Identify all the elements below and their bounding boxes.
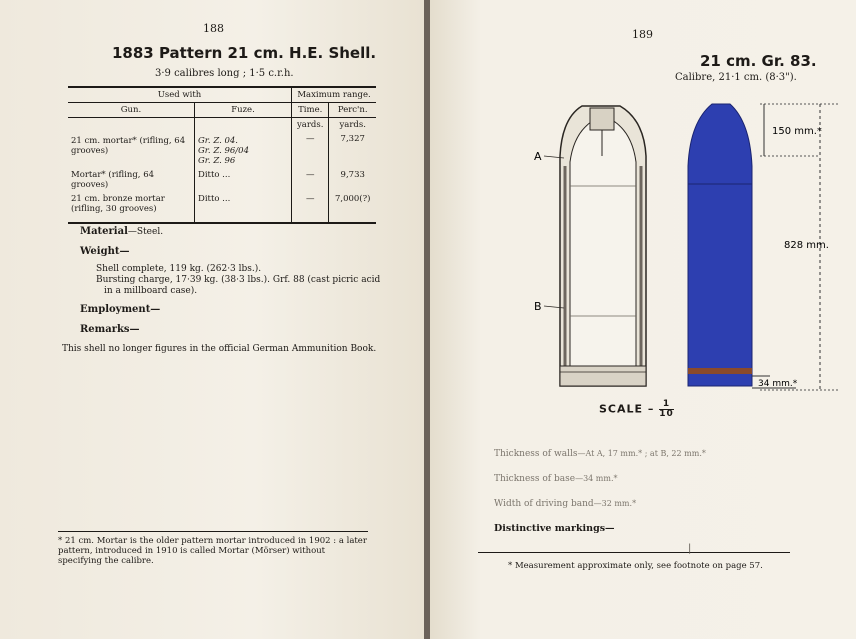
band-value: —32 mm.* [593, 499, 637, 508]
scale-denominator: 10 [659, 409, 674, 419]
material-label: Material [80, 226, 128, 237]
exterior-shell [688, 104, 752, 386]
page-subtitle: 3·9 calibres long ; 1·5 c.r.h. [155, 68, 294, 79]
label-b: B [534, 300, 542, 313]
right-page [430, 0, 856, 639]
weight-line: in a millboard case). [104, 286, 198, 296]
page-title: 21 cm. Gr. 83. [700, 52, 817, 70]
cell-gun: 21 cm. mortar* (rifling, 64 grooves) [71, 136, 186, 156]
remarks-label: Remarks— [80, 324, 140, 335]
units-label: yards. [339, 120, 366, 130]
cell-gun: Mortar* (rifling, 64 grooves) [71, 170, 155, 190]
band-line [494, 498, 636, 510]
time-value: — [305, 134, 315, 144]
scale-fraction [659, 400, 674, 419]
page-number: 188 [203, 22, 224, 35]
page-title: 1883 Pattern 21 cm. H.E. Shell. [112, 44, 377, 62]
employment-label: Employment— [80, 304, 161, 315]
scale-label: SCALE – $\frac{1}{10}$ [599, 399, 674, 419]
base-line [494, 473, 618, 485]
fuze-line: Gr. Z. 04. [198, 136, 239, 146]
scale-text: SCALE [599, 402, 644, 416]
cell-percn: 9,733 [329, 168, 376, 192]
footnote-text: Measurement approximate only, see footnote on page 57. [514, 561, 763, 571]
cell-time: — [292, 192, 329, 223]
dim-nose-label: 150 mm.* [772, 126, 822, 137]
dim-band-label: 34 mm.* [758, 379, 798, 389]
units-label: yards. [296, 120, 324, 130]
header-fuze: Fuze. [195, 103, 292, 118]
walls-value: —At A, 17 mm.* ; at B, 22 mm.* [577, 449, 706, 458]
footnote-star: * [508, 561, 513, 571]
base-label: Thickness of base [494, 474, 576, 484]
gun-table [68, 86, 376, 224]
cell-fuze: Ditto ... [195, 168, 292, 192]
label-a: A [534, 150, 542, 163]
footnote [508, 561, 763, 571]
band-label: Width of driving band [494, 499, 594, 509]
sectional-shell [560, 106, 646, 386]
weight-line: Shell complete, 119 kg. (262·3 lbs.). [96, 264, 262, 274]
header-used-with: Used with [68, 87, 292, 103]
footnote-rule [58, 531, 368, 532]
base-value: —34 mm.* [575, 474, 618, 483]
cell-fuze [195, 118, 292, 169]
page-number: 189 [632, 28, 653, 41]
weight-line: Bursting charge, 17·39 kg. (38·3 lbs.). Grf. 88 (cast picric acid [96, 275, 381, 285]
page-tick-mark: | [688, 543, 692, 554]
footnote: * 21 cm. Mortar is the older pattern mortar introduced in 1902 : a later pattern, introduced in 1910 is called Mortar (Mörser) without specifying the calibre. [58, 536, 367, 566]
weight-label: Weight— [80, 246, 130, 257]
dim-length-label: 828 mm. [784, 240, 829, 251]
page-subtitle: Calibre, 21·1 cm. (8·3"). [675, 72, 797, 83]
driving-band [688, 368, 752, 374]
table-row [68, 118, 376, 169]
material-value: —Steel. [127, 227, 164, 237]
left-page [0, 0, 424, 639]
cell-percn [329, 118, 376, 169]
header-gun: Gun. [120, 105, 142, 115]
cell-time [292, 118, 329, 169]
remarks-text: This shell no longer figures in the official German Ammunition Book. [62, 344, 377, 354]
fuze-line: Gr. Z. 96/04 [198, 146, 249, 156]
fuze-line: Gr. Z. 96 [198, 156, 236, 166]
header-time: Time. [292, 103, 329, 118]
percn-value: 7,327 [340, 134, 365, 144]
walls-label: Thickness of walls [494, 449, 578, 459]
cell-percn: 7,000(?) [329, 192, 376, 223]
table-row [68, 168, 376, 192]
header-max-range: Maximum range. [292, 87, 377, 103]
walls-line [494, 448, 706, 460]
scale-numerator: 1 [659, 400, 674, 410]
cell-time: — [292, 168, 329, 192]
cell-gun: 21 cm. bronze mortar (rifling, 30 grooves) [71, 194, 165, 214]
markings-label: Distinctive markings— [494, 523, 615, 534]
table-row [68, 192, 376, 223]
material-line [80, 226, 163, 238]
shell-diagram [520, 96, 850, 426]
cell-fuze: Ditto ... [195, 192, 292, 223]
footnote-rule [478, 552, 790, 553]
header-percn: Perc'n. [329, 103, 376, 118]
